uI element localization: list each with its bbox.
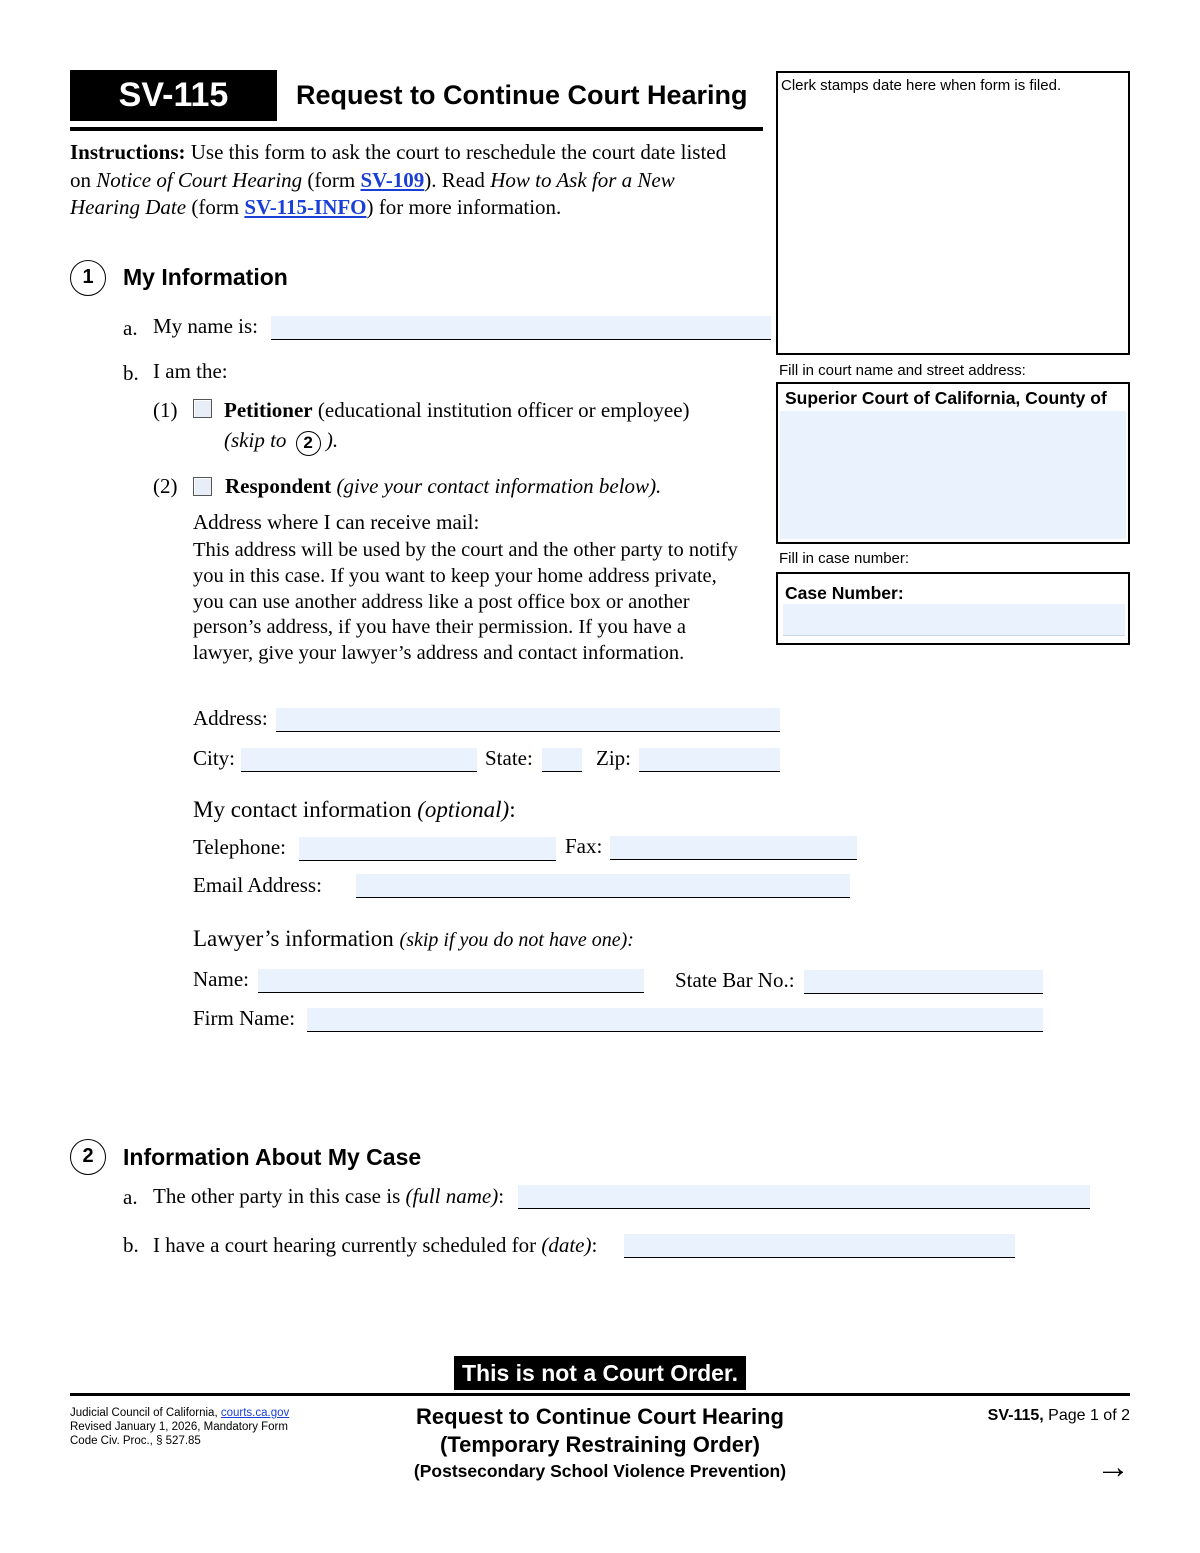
not-court-order-text: This is not a Court Order. xyxy=(461,1360,739,1386)
option-1-number: (1) xyxy=(153,398,178,422)
my-name-field[interactable] xyxy=(271,316,771,340)
lawyer-name-field[interactable] xyxy=(258,969,644,993)
item-2b-label: I have a court hearing currently scheduled for (date): xyxy=(153,1233,598,1257)
case-number-label: Case Number: xyxy=(785,583,904,603)
form-number: SV-115 xyxy=(118,76,229,114)
state-bar-field[interactable] xyxy=(804,970,1043,994)
option-2-number: (2) xyxy=(153,474,178,498)
item-1b-label: I am the: xyxy=(153,359,228,383)
other-party-input[interactable] xyxy=(518,1185,1090,1208)
instructions: Instructions: Use this form to ask the court to reschedule the court date listed on Notice of Court Hearing (form SV-109). Read How to Ask for a New Hearing Date (form SV-115-INFO) for more information. xyxy=(70,140,727,219)
zip-label: Zip: xyxy=(596,746,631,770)
state-input[interactable] xyxy=(542,748,582,771)
respondent-checkbox[interactable] xyxy=(193,477,212,496)
zip-field[interactable] xyxy=(639,748,780,772)
petitioner-checkbox[interactable] xyxy=(193,399,212,418)
section-2-number: 2 xyxy=(70,1139,106,1175)
court-caption: Fill in court name and street address: xyxy=(779,362,1026,379)
state-bar-input[interactable] xyxy=(804,970,1043,993)
telephone-input[interactable] xyxy=(299,837,556,860)
respondent-label: Respondent (give your contact information below). xyxy=(225,474,662,498)
section-1-title: My Information xyxy=(123,264,288,290)
telephone-label: Telephone: xyxy=(193,835,286,859)
section-1-number: 1 xyxy=(70,260,106,296)
zip-input[interactable] xyxy=(639,748,780,771)
sv-109-link[interactable]: SV-109 xyxy=(360,167,425,192)
city-input[interactable] xyxy=(241,748,477,771)
item-1b-letter: b. xyxy=(123,361,139,385)
lawyer-name-input[interactable] xyxy=(258,969,644,992)
case-number-box xyxy=(776,572,1130,645)
court-address-field[interactable] xyxy=(780,411,1126,539)
firm-name-field[interactable] xyxy=(307,1008,1043,1032)
city-label: City: xyxy=(193,746,236,770)
lawyer-name-label: Name: xyxy=(193,967,249,991)
code-citation: Code Civ. Proc., § 527.85 xyxy=(70,1435,201,1447)
contact-heading: My contact information (optional): xyxy=(193,797,516,822)
email-label: Email Address: xyxy=(193,873,322,897)
footer-title xyxy=(350,1403,850,1483)
section-2-title: Information About My Case xyxy=(123,1144,422,1170)
page-indicator xyxy=(988,1406,1130,1426)
address-label: Address: xyxy=(193,706,268,730)
lawyer-heading: Lawyer’s information (skip if you do not have one): xyxy=(193,926,634,951)
footer-title-line-2: (Temporary Restraining Order) xyxy=(440,1432,760,1457)
state-label: State: xyxy=(485,746,533,770)
item-2a-letter: a. xyxy=(123,1185,138,1209)
clerk-stamp-label: Clerk stamps date here when form is filed. xyxy=(781,77,1062,94)
footer-rule xyxy=(70,1393,1130,1396)
footer-form-ref: SV-115, xyxy=(987,1407,1044,1424)
address-input[interactable] xyxy=(276,708,780,731)
firm-name-input[interactable] xyxy=(307,1008,1043,1031)
item-2a-label: The other party in this case is (full name): xyxy=(153,1184,505,1208)
revised-date: Revised January 1, 2026, Mandatory Form xyxy=(70,1421,288,1433)
court-name: Superior Court of California, County of xyxy=(785,388,1107,408)
form-number-block xyxy=(70,70,277,121)
telephone-field[interactable] xyxy=(299,837,556,861)
footer-citation: Judicial Council of California, courts.ca.gov Revised January 1, 2026, Mandatory Form Code Civ. Proc., § 527.85 xyxy=(70,1407,290,1447)
courts-ca-gov-link[interactable]: courts.ca.gov xyxy=(220,1407,290,1419)
hearing-date-field[interactable] xyxy=(624,1234,1015,1258)
skip-to-note: (skip to 2 ). xyxy=(224,427,338,456)
not-court-order-banner xyxy=(454,1356,746,1390)
form-title: Request to Continue Court Hearing xyxy=(296,80,748,110)
firm-name-label: Firm Name: xyxy=(193,1006,296,1030)
court-box xyxy=(776,382,1130,544)
instructions-label: Instructions: xyxy=(70,140,186,164)
case-number-input[interactable] xyxy=(783,604,1125,635)
item-1a-letter: a. xyxy=(123,316,138,340)
footer-title-line-3: (Postsecondary School Violence Prevention) xyxy=(413,1461,787,1481)
court-address-input[interactable] xyxy=(780,411,1126,539)
other-party-field[interactable] xyxy=(518,1185,1090,1209)
fax-input[interactable] xyxy=(610,836,857,859)
item-1a-label: My name is: xyxy=(153,314,258,338)
hearing-date-input[interactable] xyxy=(624,1234,1015,1257)
page-number: Page 1 of 2 xyxy=(1043,1407,1130,1424)
state-field[interactable] xyxy=(542,748,582,772)
header-rule xyxy=(70,127,763,131)
email-input[interactable] xyxy=(356,874,850,897)
sv-115-info-link[interactable]: SV-115-INFO xyxy=(244,195,367,219)
clerk-stamp-box xyxy=(776,71,1130,355)
case-caption: Fill in case number: xyxy=(779,550,910,567)
next-page-arrow-icon[interactable]: → xyxy=(1096,1448,1130,1486)
my-name-input[interactable] xyxy=(271,316,771,339)
city-field[interactable] xyxy=(241,748,477,772)
address-field[interactable] xyxy=(276,708,780,732)
state-bar-label: State Bar No.: xyxy=(675,968,795,992)
case-number-field[interactable] xyxy=(783,604,1125,636)
fax-field[interactable] xyxy=(610,836,857,860)
skip-to-section-2-badge: 2 xyxy=(296,431,321,456)
email-field[interactable] xyxy=(356,874,850,898)
petitioner-label: Petitioner (educational institution officer or employee) xyxy=(224,398,690,422)
item-2b-letter: b. xyxy=(123,1233,139,1257)
fax-label: Fax: xyxy=(565,834,603,858)
footer-title-line-1: Request to Continue Court Hearing xyxy=(416,1404,784,1429)
address-heading: Address where I can receive mail: xyxy=(193,510,480,534)
address-note: This address will be used by the court and the other party to notify you in this case. If you want to keep your home address private, you can use another address like a post office box or another person’s address, if you have their permission. If you have a lawyer, give your lawyer’s address and contact information. xyxy=(193,539,738,665)
